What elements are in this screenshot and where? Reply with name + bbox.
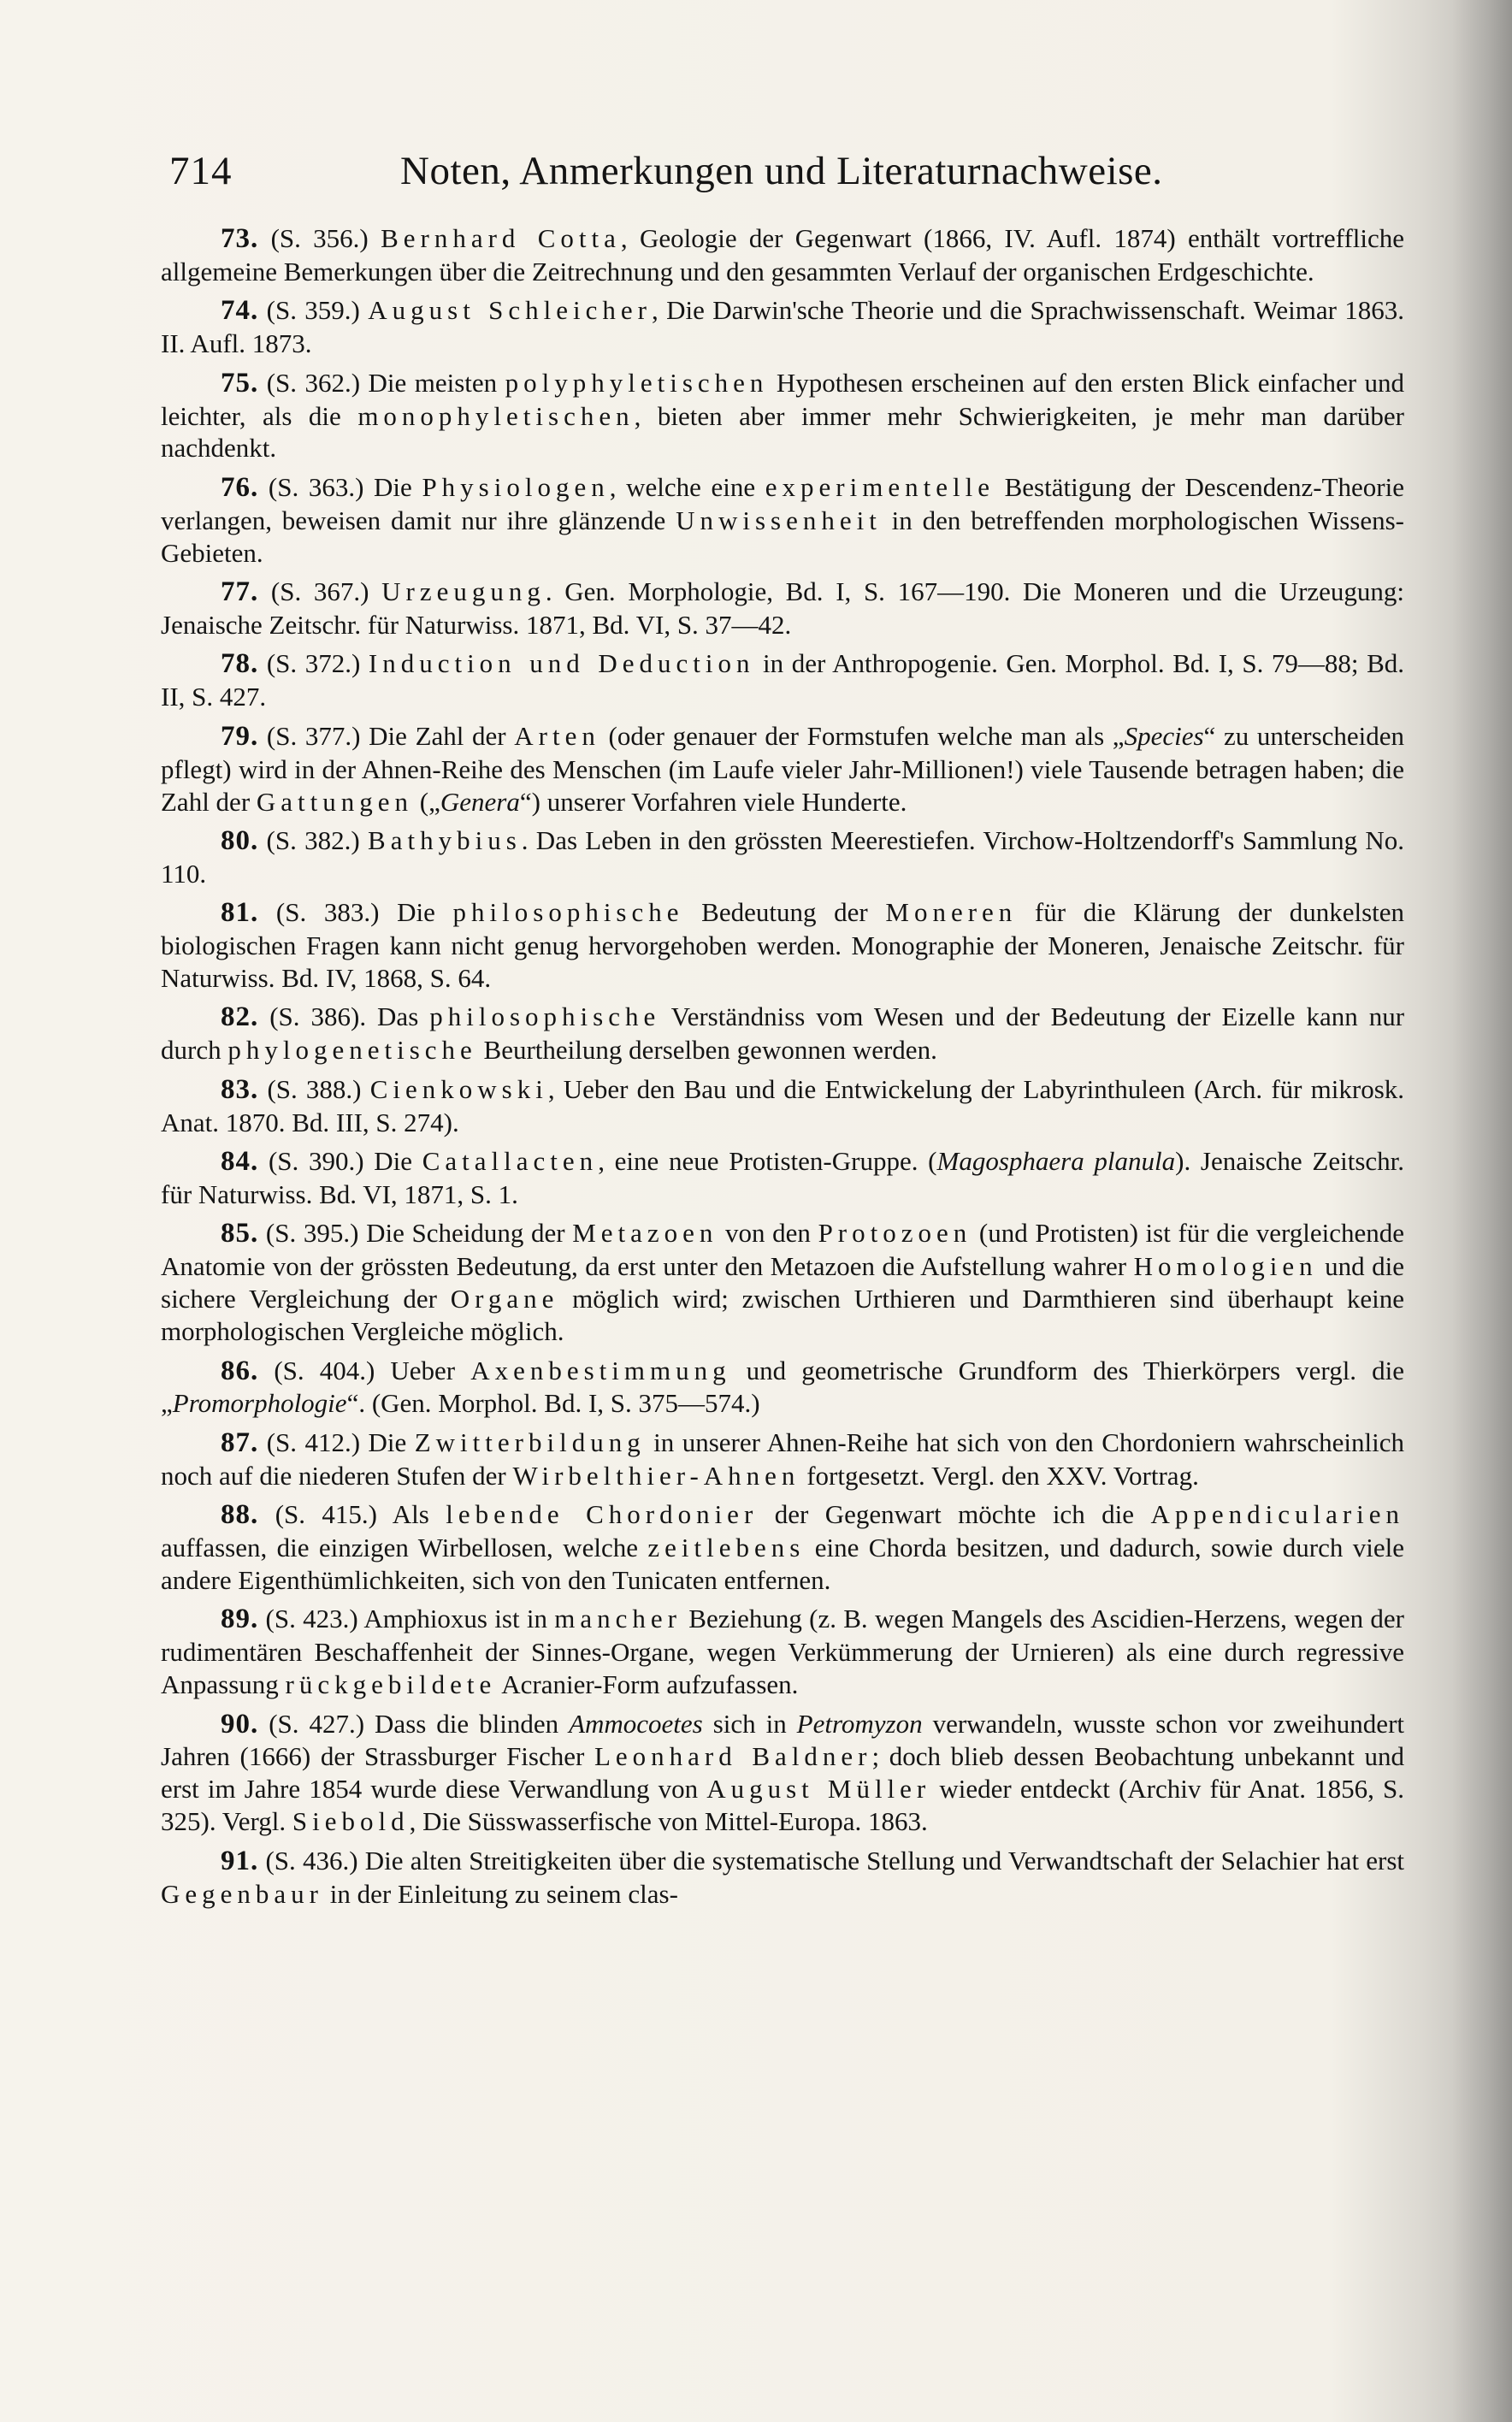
- endnote-number: 91.: [221, 1845, 259, 1876]
- endnote-page-reference: (S. 383.): [275, 897, 380, 928]
- endnote-number: 80.: [221, 824, 259, 856]
- emphasized-text: Bathybius: [368, 824, 522, 855]
- endnote-text: ). Jenaische Zeitschr. für Naturwiss. Bd. VI, 1871, S. 1.: [161, 1146, 1405, 1209]
- endnote: [161, 1603, 1404, 1701]
- emphasized-text: Zwitterbildung: [414, 1427, 646, 1457]
- endnote-number: 90.: [221, 1708, 259, 1740]
- endnote-text: Acranier-Form aufzufassen.: [496, 1669, 799, 1700]
- emphasized-text: Catallacten: [422, 1146, 599, 1177]
- endnote: [161, 647, 1404, 713]
- endnote-page-reference: (S. 367.): [270, 576, 369, 607]
- emphasized-text: Bernhard Cotta: [381, 223, 621, 253]
- endnote-number: 77.: [221, 576, 259, 608]
- endnote: [161, 294, 1404, 360]
- endnote-text: , Ueber den Bau und die Entwickelung der Labyrinthuleen (Arch. für mikrosk. Anat. 1870. Bd. III, S. 274).: [161, 1073, 1405, 1137]
- emphasized-text: philosophische: [429, 1001, 661, 1032]
- endnote-text: von den: [718, 1218, 818, 1249]
- italic-text: Ammocoetes: [569, 1708, 703, 1739]
- endnote-text: , welche eine: [609, 471, 765, 502]
- endnote-text: („: [413, 786, 440, 817]
- endnote-text: , eine neue Protisten-Gruppe. (: [598, 1146, 937, 1177]
- emphasized-text: mancher: [554, 1604, 682, 1634]
- emphasized-text: Siebold: [292, 1806, 410, 1837]
- endnote-text: (oder genauer der Formstufen welche man als „: [599, 720, 1125, 751]
- endnote-number: 88.: [221, 1499, 259, 1531]
- endnote-page-reference: (S. 390.): [268, 1146, 364, 1177]
- endnote-number: 79.: [221, 720, 259, 752]
- italic-text: Promorphologie: [172, 1388, 347, 1419]
- endnote-text: “) unserer Vorfahren viele Hunderte.: [519, 786, 907, 817]
- emphasized-text: Homologien: [1133, 1251, 1318, 1282]
- emphasized-text: Unwissenheit: [676, 505, 882, 535]
- emphasized-text: polyphyletischen: [505, 367, 769, 398]
- endnote-text: , bieten aber immer mehr Schwierigkeiten, je mehr man darüber nachdenkt.: [161, 400, 1404, 464]
- endnote-text: “ zu unterscheiden pflegt) wird in der Ahnen-Reihe des Menschen (im Laufe vieler Jahr-Millionen!) viele Tausende betragen haben; die Zahl der: [161, 720, 1405, 817]
- endnote-number: 78.: [221, 648, 259, 680]
- endnote-text: verwandeln, wusste schon vor zweihundert Jahren (1666) der Strassburger Fischer: [161, 1708, 1405, 1772]
- endnote: [161, 576, 1404, 641]
- endnote-page-reference: (S. 423.): [265, 1604, 358, 1634]
- endnote-text: Bestätigung der Descendenz-Theorie verlangen, beweisen damit nur ihre glänzende: [161, 471, 1404, 535]
- italic-text: Magosphaera planula: [936, 1146, 1176, 1177]
- endnote-text: . Das Leben in den grössten Meerestiefen. Virchow-Holtzendorff's Sammlung No. 110.: [161, 824, 1405, 889]
- endnote-text: Die: [368, 1427, 415, 1457]
- endnote-text: wieder entdeckt (Archiv für Anat. 1856, S. 325). Vergl.: [161, 1774, 1405, 1837]
- endnote-text: der Gegenwart möchte ich die: [758, 1499, 1151, 1530]
- endnote-page-reference: (S. 388.): [267, 1073, 362, 1104]
- endnote: [161, 367, 1404, 465]
- endnote: [161, 222, 1404, 288]
- endnote-text: Die: [374, 471, 422, 502]
- emphasized-text: Cienkowski: [369, 1073, 548, 1104]
- emphasized-text: Leonhard Baldner: [594, 1741, 872, 1772]
- endnote-text: Die: [397, 897, 453, 928]
- endnote-text: Bedeutung der: [683, 897, 886, 928]
- emphasized-text: Physiologen: [422, 471, 610, 502]
- emphasized-text: zeitlebens: [647, 1533, 806, 1563]
- endnote-text: Die alten Streitigkeiten über die systematische Stellung und Verwandtschaft der Selachier hat erst: [364, 1845, 1405, 1876]
- emphasized-text: Gegenbaur: [161, 1878, 323, 1909]
- endnote-page-reference: (S. 372.): [266, 648, 361, 679]
- emphasized-text: monophyletischen: [357, 400, 635, 431]
- endnote: [161, 1355, 1404, 1421]
- endnote: [161, 720, 1404, 818]
- endnote-text: Die Zahl der: [369, 720, 515, 751]
- endnote-page-reference: (S. 356.): [270, 223, 369, 253]
- emphasized-text: August Müller: [706, 1774, 931, 1805]
- emphasized-text: Axenbestimmung: [470, 1355, 731, 1385]
- endnote-number: 73.: [221, 223, 259, 254]
- endnote-page-reference: (S. 363.): [268, 471, 364, 502]
- endnote-page-reference: (S. 395.): [265, 1218, 359, 1249]
- endnote-text: für die Klärung der dunkelsten biologischen Fragen kann nicht genug hervorgehoben werden. Monographie der Moneren, Jenaische Zeitschr. für Naturwiss. Bd. IV, 1868, S. 64.: [161, 897, 1405, 994]
- endnote-number: 76.: [221, 471, 259, 503]
- endnote: [161, 1498, 1404, 1597]
- endnote-text: und die sichere Vergleichung der: [161, 1251, 1405, 1314]
- endnote-text: Beziehung (z. B. wegen Mangels des Ascidien-Herzens, wegen der rudimentären Beschaffenheit der Sinnes-Organe, wegen Verkümmerung der Urnieren) als eine durch regressive Anpassung: [161, 1604, 1404, 1700]
- endnote-page-reference: (S. 415.): [275, 1499, 378, 1530]
- endnote: [161, 1217, 1404, 1348]
- endnote-page-reference: (S. 412.): [266, 1427, 361, 1457]
- endnotes-list: [161, 222, 1404, 1917]
- endnote-text: Das: [377, 1001, 430, 1032]
- page-header: [169, 147, 1401, 195]
- endnote-number: 85.: [221, 1218, 259, 1249]
- endnote-text: Die meisten: [368, 367, 505, 398]
- endnote: [161, 1145, 1404, 1211]
- emphasized-text: August Schleicher: [368, 295, 653, 326]
- endnote: [161, 1001, 1404, 1066]
- endnote: [161, 471, 1404, 570]
- endnote-text: Verständniss vom Wesen und der Bedeutung der Eizelle kann nur durch: [161, 1001, 1405, 1066]
- endnote-page-reference: (S. 427.): [269, 1708, 365, 1739]
- endnote: [161, 824, 1404, 890]
- endnote-text: Die Scheidung der: [366, 1218, 573, 1249]
- endnote-text: Beurtheilung derselben gewonnen werden.: [476, 1035, 937, 1066]
- endnote-text: auffassen, die einzigen Wirbellosen, welche: [161, 1533, 648, 1563]
- emphasized-text: Urzeugung: [381, 576, 546, 607]
- endnote-page-reference: (S. 386).: [269, 1001, 367, 1032]
- endnote-page-reference: (S. 359.): [266, 295, 360, 326]
- italic-text: Petromyzon: [796, 1708, 923, 1739]
- endnote-text: ; doch blieb dessen Beobachtung unbekannt und erst im Jahre 1854 wurde diese Verwandlung von: [161, 1741, 1404, 1805]
- endnote-number: 84.: [221, 1146, 259, 1178]
- emphasized-text: rückgebildete: [285, 1669, 497, 1700]
- endnote-number: 75.: [221, 367, 259, 399]
- endnote: [161, 1427, 1404, 1492]
- endnote-number: 89.: [221, 1604, 259, 1635]
- emphasized-text: Gattungen: [256, 786, 414, 817]
- endnote-page-reference: (S. 436.): [265, 1845, 358, 1876]
- endnote-text: in den betreffenden morphologischen Wissens-Gebieten.: [161, 505, 1404, 568]
- endnote-text: Amphioxus ist in: [363, 1604, 555, 1634]
- endnote-text: Hypothesen erscheinen auf den ersten Blick einfacher und leichter, als die: [161, 367, 1405, 431]
- endnote-text: , Die Darwin'sche Theorie und die Sprachwissenschaft. Weimar 1863. II. Aufl. 1873.: [161, 295, 1405, 359]
- endnote-text: , Die Süsswasserfische von Mittel-Europa. 1863.: [409, 1806, 928, 1837]
- endnote-text: , Geologie der Gegenwart (1866, IV. Aufl. 1874) enthält vortreffliche allgemeine Bemerkungen über die Zeitrechnung und den gesammten Verlauf der organischen Erdgeschichte.: [161, 223, 1405, 287]
- endnote-number: 86.: [221, 1355, 259, 1386]
- emphasized-text: philosophische: [452, 897, 684, 928]
- endnote-text: in der Einleitung zu seinem clas-: [323, 1878, 678, 1909]
- endnote-text: eine Chorda besitzen, und dadurch, sowie durch viele andere Eigenthümlichkeiten, sich von den Tunicaten entfernen.: [161, 1533, 1404, 1595]
- emphasized-text: Organe: [450, 1284, 559, 1314]
- page-gutter-shadow: [1452, 0, 1512, 2422]
- emphasized-text: Appendicularien: [1150, 1499, 1405, 1530]
- emphasized-text: experimentelle: [765, 471, 995, 502]
- endnote-text: möglich wird; zwischen Urthieren und Darmthieren sind überhaupt keine morphologischen Vergleiche möglich.: [161, 1284, 1404, 1347]
- endnote-number: 82.: [221, 1001, 259, 1033]
- emphasized-text: Metazoen: [572, 1218, 718, 1249]
- endnote: [161, 1708, 1404, 1839]
- emphasized-text: Arten: [514, 720, 600, 751]
- endnote-text: Ueber: [390, 1355, 471, 1385]
- emphasized-text: Induction und Deduction: [368, 648, 755, 679]
- endnote: [161, 896, 1404, 995]
- endnote-text: Dass die blinden: [375, 1708, 570, 1739]
- emphasized-text: lebende Chordonier: [446, 1499, 759, 1530]
- endnote-text: Die: [374, 1146, 422, 1177]
- page-number: 714: [169, 149, 233, 193]
- endnote-text: “. (Gen. Morphol. Bd. I, S. 375—574.): [346, 1388, 760, 1419]
- endnote: [161, 1073, 1404, 1139]
- emphasized-text: Wirbelthier-Ahnen: [512, 1460, 800, 1491]
- endnote-text: (und Protisten) ist für die vergleichende Anatomie von der grössten Bedeutung, da erst unter den Metazoen die Aufstellung wahrer: [161, 1218, 1405, 1282]
- running-title: Noten, Anmerkungen und Literaturnachweise.: [400, 149, 1163, 193]
- endnote-text: in unserer Ahnen-Reihe hat sich von den Chordoniern wahrscheinlich noch auf die niederen Stufen der: [161, 1427, 1405, 1491]
- endnote-page-reference: (S. 382.): [266, 824, 360, 855]
- endnote-number: 74.: [221, 295, 259, 327]
- endnote-text: in der Anthropogenie. Gen. Morphol. Bd. I, S. 79—88; Bd. II, S. 427.: [161, 648, 1405, 712]
- endnote-text: Als: [392, 1499, 446, 1530]
- endnote-text: . Gen. Morphologie, Bd. I, S. 167—190. Die Moneren und die Urzeugung: Jenaische Zeitschr. für Naturwiss. 1871, Bd. VI, S. 37—42.: [161, 576, 1405, 640]
- endnote-text: fortgesetzt. Vergl. den XXV. Vortrag.: [800, 1460, 1199, 1491]
- endnote-number: 81.: [221, 897, 259, 929]
- italic-text: Species: [1124, 720, 1204, 751]
- endnote-page-reference: (S. 362.): [266, 367, 361, 398]
- endnote-text: und geometrische Grundform des Thierkörpers vergl. die „: [161, 1355, 1405, 1419]
- emphasized-text: phylogenetische: [227, 1035, 477, 1066]
- endnote-text: sich in: [702, 1708, 797, 1739]
- endnote-number: 87.: [221, 1427, 259, 1458]
- endnote-page-reference: (S. 377.): [266, 720, 361, 751]
- emphasized-text: Moneren: [885, 897, 1018, 928]
- endnote: [161, 1845, 1404, 1911]
- endnote-page-reference: (S. 404.): [274, 1355, 375, 1385]
- endnote-number: 83.: [221, 1073, 259, 1105]
- emphasized-text: Protozoen: [818, 1218, 972, 1249]
- italic-text: Genera: [440, 786, 520, 817]
